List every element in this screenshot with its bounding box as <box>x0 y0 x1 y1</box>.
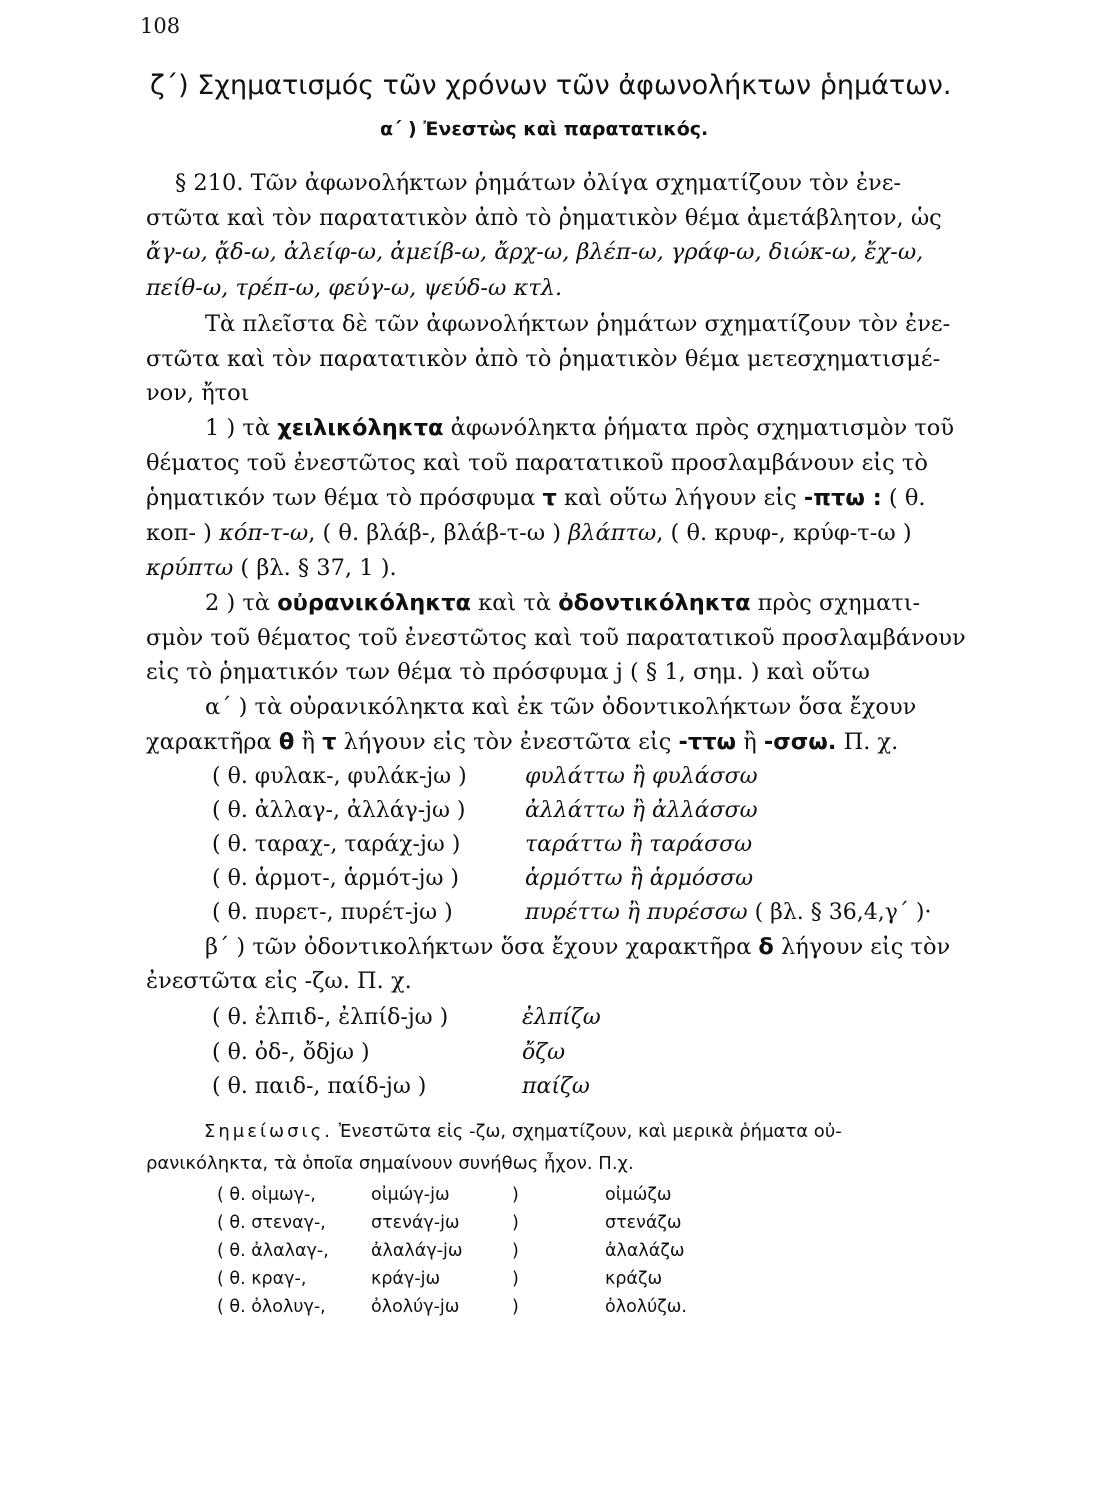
note-label: Σημείωσις. <box>204 1121 333 1142</box>
example-form: ὄζω <box>522 1040 566 1065</box>
note-form: ὀλολύζω. <box>605 1297 687 1317</box>
note-form: οἰμώζω <box>605 1185 672 1205</box>
note-line: ρανικόληκτα, τὰ ὁποῖα σημαίνουν συνήθως ἦχον. Π.χ. <box>146 1153 634 1174</box>
note-line: Σημείωσις. Ἐνεστῶτα εἰς -ζω, σχηματίζουν, καὶ μερικὰ ῥήματα οὐ- <box>204 1121 842 1142</box>
text-line: 2 ) τὰ οὐρανικόληκτα καὶ τὰ ὀδοντικόληκτα πρὸς σχηματι- <box>205 590 921 616</box>
text-line: πείθ-ω, τρέπ-ω, φεύγ-ω, ψεύδ-ω κτλ. <box>146 275 563 301</box>
note-verb: ὀλολύγ-jω <box>371 1297 460 1317</box>
subsection-title: α΄ ) Ἐνεστὼς καὶ παρατατικός. <box>380 118 709 140</box>
note-stem: ( θ. κραγ-, <box>217 1269 307 1289</box>
example-stem: ( θ. ἁρμοτ-, ἁρμότ-jω ) <box>212 866 460 891</box>
text-line: εἰς τὸ ῥηματικόν των θέμα τὸ πρόσφυμα j ( § 1, σημ. ) καὶ οὕτω <box>146 659 870 685</box>
example-form: ταράττω ἢ ταράσσω <box>525 832 753 857</box>
example-stem: ( θ. πυρετ-, πυρέτ-jω ) <box>212 900 453 925</box>
note-verb: ἀλαλάγ-jω <box>371 1241 463 1261</box>
note-stem: ( θ. οἰμωγ-, <box>217 1185 316 1205</box>
note-form: στενάζω <box>605 1213 682 1233</box>
text-line: σμὸν τοῦ θέματος τοῦ ἐνεστῶτος καὶ τοῦ παρατατικοῦ προσλαμβάνουν <box>146 625 966 651</box>
example-stem: ( θ. ὀδ-, ὄδjω ) <box>212 1040 370 1065</box>
text-line: Τὰ πλεῖστα δὲ τῶν ἀφωνολήκτων ῥημάτων σχηματίζουν τὸν ἐνε- <box>205 311 951 337</box>
text-line: α΄ ) τὰ οὐρανικόληκτα καὶ ἐκ τῶν ὀδοντικολήκτων ὅσα ἔχουν <box>205 694 917 720</box>
text-line: § 210. Τῶν ἀφωνολήκτων ῥημάτων ὀλίγα σχηματίζουν τὸν ἐνε- <box>175 170 901 196</box>
example-form: φυλάττω ἢ φυλάσσω <box>525 764 758 789</box>
page-number: 108 <box>140 14 181 38</box>
note-form: ἀλαλάζω <box>605 1241 685 1261</box>
note-stem: ( θ. ἀλαλαγ-, <box>217 1241 329 1261</box>
section-title: ζ΄) Σχηματισμός τῶν χρόνων τῶν ἀφωνολήκτων ῥημάτων. <box>150 70 952 101</box>
example-stem: ( θ. ἐλπιδ-, ἐλπίδ-jω ) <box>212 1005 449 1030</box>
text-line: νον, ἤτοι <box>146 380 250 406</box>
text-line: χαρακτῆρα θ ἢ τ λήγουν εἰς τὸν ἐνεστῶτα εἰς -ττω ἢ -σσω. Π. χ. <box>146 729 899 755</box>
text-line: στῶτα καὶ τὸν παρατατικὸν ἀπὸ τὸ ῥηματικὸν θέμα μετεσχηματισμέ- <box>146 346 941 372</box>
text-line: ἐνεστῶτα εἰς -ζω. Π. χ. <box>146 968 412 994</box>
note-verb: οἰμώγ-jω <box>371 1185 450 1205</box>
bold-term: χειλικόληκτα <box>277 415 444 441</box>
note-verb: στενάγ-jω <box>371 1213 460 1233</box>
example-form: ἁρμόττω ἢ ἁρμόσσω <box>525 866 754 891</box>
text-line: θέματος τοῦ ἐνεστῶτος καὶ τοῦ παρατατικοῦ προσλαμβάνουν εἰς τὸ <box>146 450 928 476</box>
text-line: στῶτα καὶ τὸν παρατατικὸν ἀπὸ τὸ ῥηματικὸν θέμα ἀμετάβλητον, ὡς <box>146 205 942 231</box>
note-stem: ( θ. στεναγ-, <box>217 1213 326 1233</box>
text-line: β΄ ) τῶν ὀδοντικολήκτων ὅσα ἔχουν χαρακτῆρα δ λήγουν εἰς τὸν <box>205 934 951 960</box>
example-form: πυρέττω ἢ πυρέσσω ( βλ. § 36,4,γ΄ )· <box>525 900 932 925</box>
example-stem: ( θ. φυλακ-, φυλάκ-jω ) <box>212 764 467 789</box>
example-form: παίζω <box>522 1074 590 1099</box>
text-line: 1 ) τὰ χειλικόληκτα ἀφωνόληκτα ῥήματα πρὸς σχηματισμὸν τοῦ <box>205 415 955 441</box>
note-verb: κράγ-jω <box>371 1269 441 1289</box>
note-stem: ( θ. ὀλολυγ-, <box>217 1297 326 1317</box>
example-form: ἐλπίζω <box>522 1005 601 1030</box>
note-form: κράζω <box>605 1269 663 1289</box>
text-line: κρύπτω ( βλ. § 37, 1 ). <box>146 555 397 581</box>
example-stem: ( θ. ταραχ-, ταράχ-jω ) <box>212 832 461 857</box>
example-stem: ( θ. παιδ-, παίδ-jω ) <box>212 1074 427 1099</box>
text-line: ῥηματικόν των θέμα τὸ πρόσφυμα τ καὶ οὕτω λήγουν εἰς -πτω : ( θ. <box>146 485 926 511</box>
text-line: ἄγ-ω, ᾄδ-ω, ἀλείφ-ω, ἀμείβ-ω, ἄρχ-ω, βλέπ-ω, γράφ-ω, διώκ-ω, ἔχ-ω, <box>146 239 924 265</box>
example-form: ἀλλάττω ἢ ἀλλάσσω <box>525 798 758 823</box>
text-line: κοπ- ) κόπ-τ-ω, ( θ. βλάβ-, βλάβ-τ-ω ) βλάπτω, ( θ. κρυφ-, κρύφ-τ-ω ) <box>146 520 912 546</box>
book-page: 108 ζ΄) Σχηματισμός τῶν χρόνων τῶν ἀφωνολήκτων ῥημάτων. α΄ ) Ἐνεστὼς καὶ παρατατικός. § 210. Τῶν ἀφωνολήκτων ῥημάτων ὀλίγα σχηματίζουν τὸν ἐνε- στῶτα καὶ τὸν παρατατικὸν ἀπὸ τὸ ῥηματικὸν θέμα ἀμετάβλητον, ὡς ἄγ-ω, ᾄδ-ω, ἀλείφ-ω, ἀμείβ-ω, ἄρχ-ω, βλέπ-ω, γράφ-ω, διώκ-ω, ἔχ-ω, πείθ-ω, τρέπ-ω, φεύγ-ω, ψεύδ-ω κτλ. Τὰ πλεῖστα δὲ τῶν ἀφωνολήκτων ῥημάτων σχηματίζουν τὸν ἐνε- στῶτα καὶ τὸν παρατατικὸν ἀπὸ τὸ ῥηματικὸν θέμα μετεσχηματισμέ- νον, ἤτοι 1 ) τὰ χειλικόληκτα ἀφωνόληκτα ῥήματα πρὸς σχηματισμὸν τοῦ θέματος τοῦ ἐνεστῶτος καὶ τοῦ παρατατικοῦ προσλαμβάνουν εἰς τὸ ῥηματικόν των θέμα τὸ πρόσφυμα τ καὶ οὕτω λήγουν εἰς -πτω : ( θ. κοπ- ) κόπ-τ-ω, ( θ. βλάβ-, βλάβ-τ-ω ) βλάπτω, ( θ. κρυφ-, κρύφ-τ-ω ) κρύπτω ( βλ. § 37, 1 ). 2 ) τὰ οὐρανικόληκτα καὶ τὰ ὀδοντικόληκτα πρὸς σχηματι- σμὸν τοῦ θέματος τοῦ ἐνεστῶτος καὶ τοῦ παρατατικοῦ προσλαμβάνουν εἰς τὸ ῥηματικόν των θέμα τὸ πρόσφυμα j ( § 1, σημ. ) καὶ οὕτω α΄ ) τὰ οὐρανικόληκτα καὶ ἐκ τῶν ὀδοντικολήκτων ὅσα ἔχουν χαρακτῆρα θ ἢ τ λήγουν εἰς τὸν ἐνεστῶτα εἰς -ττω ἢ -σσω. Π. χ. ( θ. φυλακ-, φυλάκ-jω ) φυλάττω ἢ φυλάσσω ( θ. ἀλλαγ-, ἀλλάγ-jω ) ἀλλάττω ἢ ἀλλάσσω ( θ. ταραχ-, ταράχ-jω ) ταράττω ἢ ταράσσω ( θ. ἁρμοτ-, ἁρμότ-jω ) ἁρμόττω ἢ ἁρμόσσω ( θ. πυρετ-, πυρέτ-jω ) πυρέττω ἢ πυρέσσω ( βλ. § 36,4,γ΄ )· β΄ ) τῶν ὀδοντικολήκτων ὅσα ἔχουν χαρακτῆρα δ λήγουν εἰς τὸν ἐνεστῶτα εἰς -ζω. Π. χ. ( θ. ἐλπιδ-, ἐλπίδ-jω ) ἐλπίζω ( θ. ὀδ-, ὄδjω ) ὄζω ( θ. παιδ-, παίδ-jω ) παίζω Σημείωσις. Ἐνεστῶτα εἰς -ζω, σχηματίζουν, καὶ μερικὰ ῥήματα οὐ- ρανικόληκτα, τὰ ὁποῖα σημαίνουν συνήθως ἦχον. Π.χ. ( θ. οἰμωγ-, οἰμώγ-jω ) οἰμώζω ( θ. στεναγ-, στενάγ-jω ) στενάζω ( θ. ἀλαλαγ-, ἀλαλάγ-jω ) ἀλαλάζω ( θ. κραγ-, κράγ-jω ) κράζω ( θ. ὀλολυγ-, ὀλολύγ-jω ) ὀλολύζω. <box>0 0 1104 1500</box>
example-stem: ( θ. ἀλλαγ-, ἀλλάγ-jω ) <box>212 798 466 823</box>
